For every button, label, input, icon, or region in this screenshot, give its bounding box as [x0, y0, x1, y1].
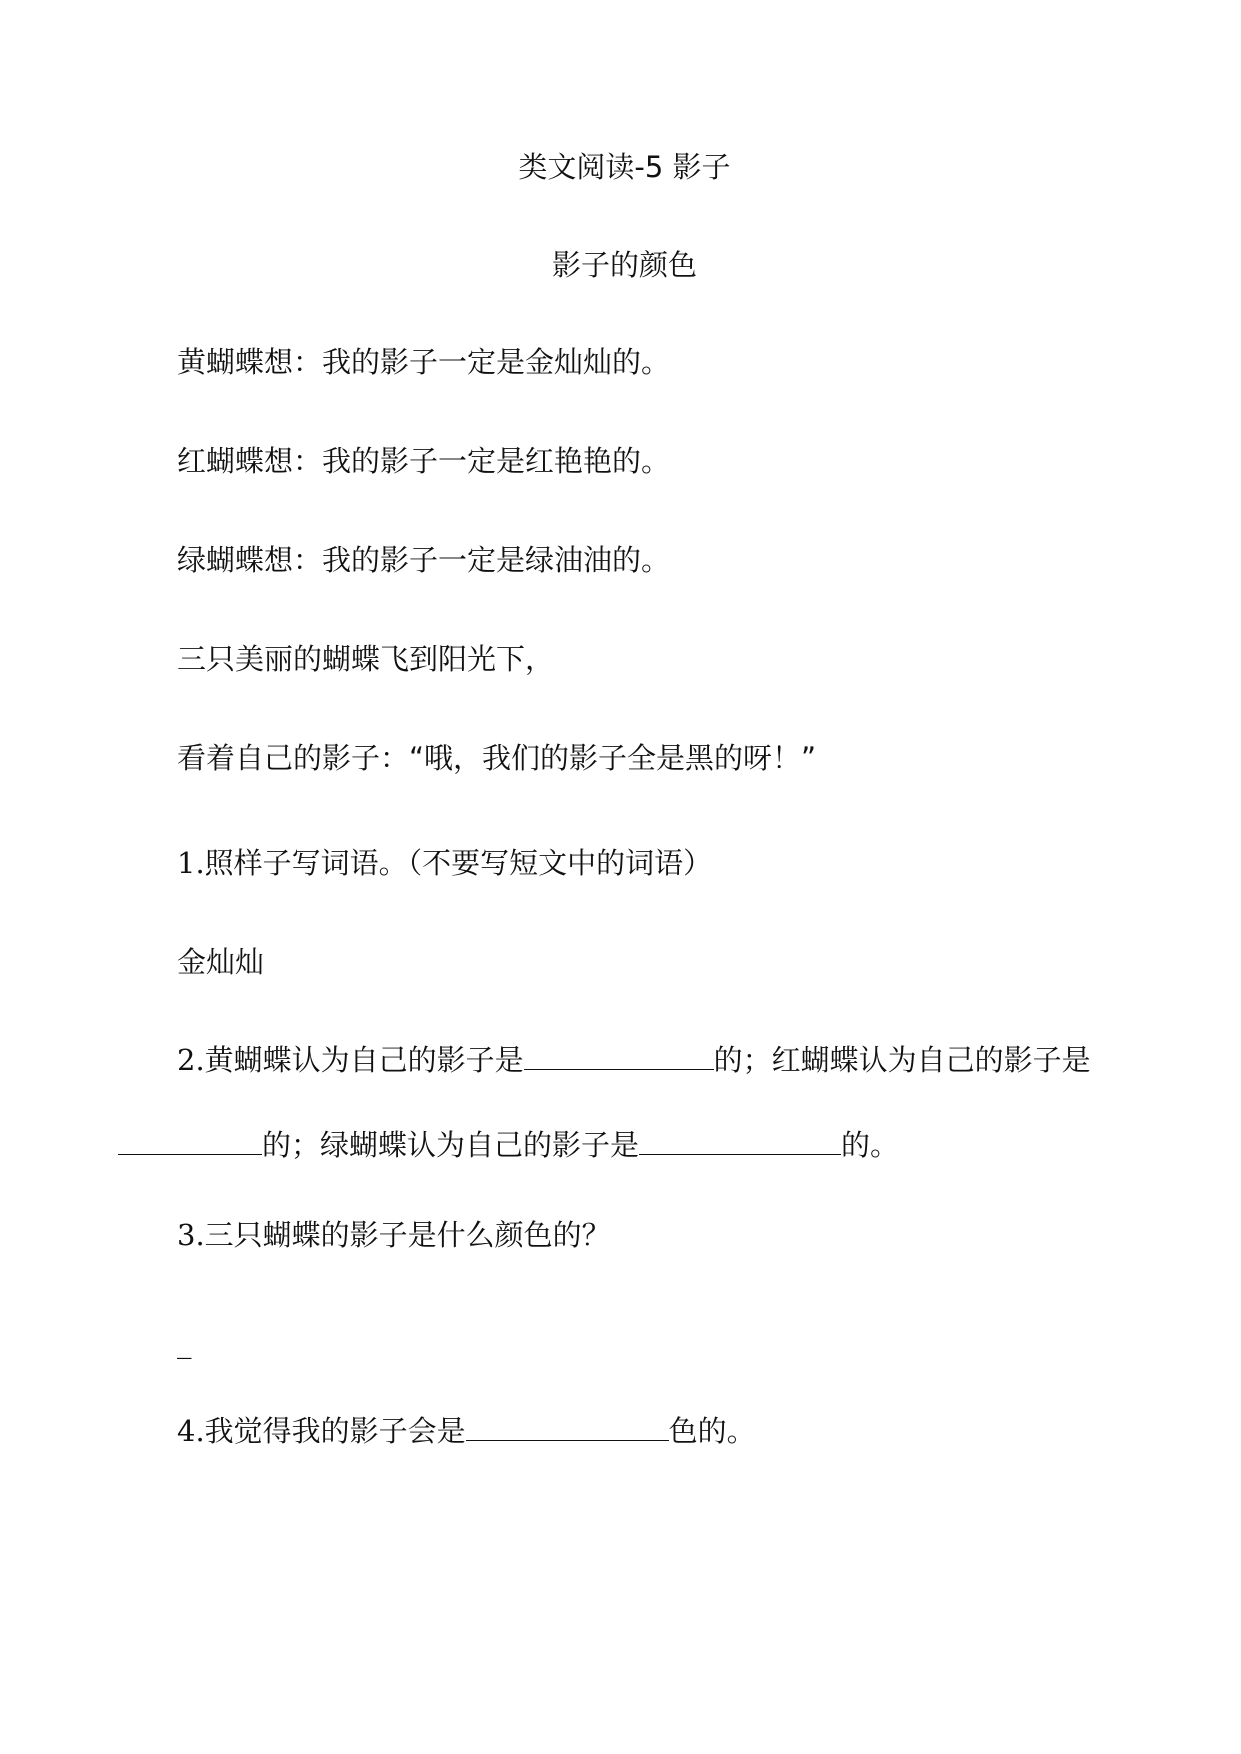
question-3-prompt: 3.三只蝴蝶的影子是什么颜色的？ [177, 1218, 611, 1252]
passage-line-4: 三只美丽的蝴蝶飞到阳光下， [177, 642, 555, 676]
passage-line-5: 看着自己的影子：“哦，我们的影子全是黑的呀！” [177, 741, 817, 775]
page-title: 类文阅读-5 影子 [518, 150, 731, 184]
question-2-text-a: 2.黄蝴蝶认为自己的影子是 [177, 1043, 524, 1077]
question-2-text-d: 的。 [841, 1128, 900, 1162]
passage-title: 影子的颜色 [551, 248, 697, 282]
question-2-text-c: 的；绿蝴蝶认为自己的影子是 [262, 1128, 640, 1162]
passage-line-3: 绿蝴蝶想：我的影子一定是绿油油的。 [177, 543, 671, 577]
answer-blank-red[interactable] [118, 1128, 262, 1155]
passage-line-1: 黄蝴蝶想：我的影子一定是金灿灿的。 [177, 345, 671, 379]
question-3-answer-line[interactable]: _ [177, 1325, 192, 1359]
question-2-text-b: 的；红蝴蝶认为自己的影子是 [713, 1043, 1091, 1077]
question-2-line-1 [177, 1043, 1091, 1075]
question-4-text-a: 4.我觉得我的影子会是 [177, 1414, 466, 1448]
answer-blank-my-shadow[interactable] [466, 1414, 669, 1441]
question-4-text-b: 色的。 [668, 1414, 756, 1448]
question-1-example: 金灿灿 [177, 945, 265, 979]
answer-blank-green[interactable] [639, 1128, 841, 1155]
question-1-prompt: 1.照样子写词语。（不要写短文中的词语） [177, 846, 713, 880]
question-2-line-2 [118, 1128, 899, 1160]
passage-line-2: 红蝴蝶想：我的影子一定是红艳艳的。 [177, 444, 671, 478]
answer-blank-yellow[interactable] [524, 1043, 714, 1070]
question-4-line [177, 1414, 756, 1446]
